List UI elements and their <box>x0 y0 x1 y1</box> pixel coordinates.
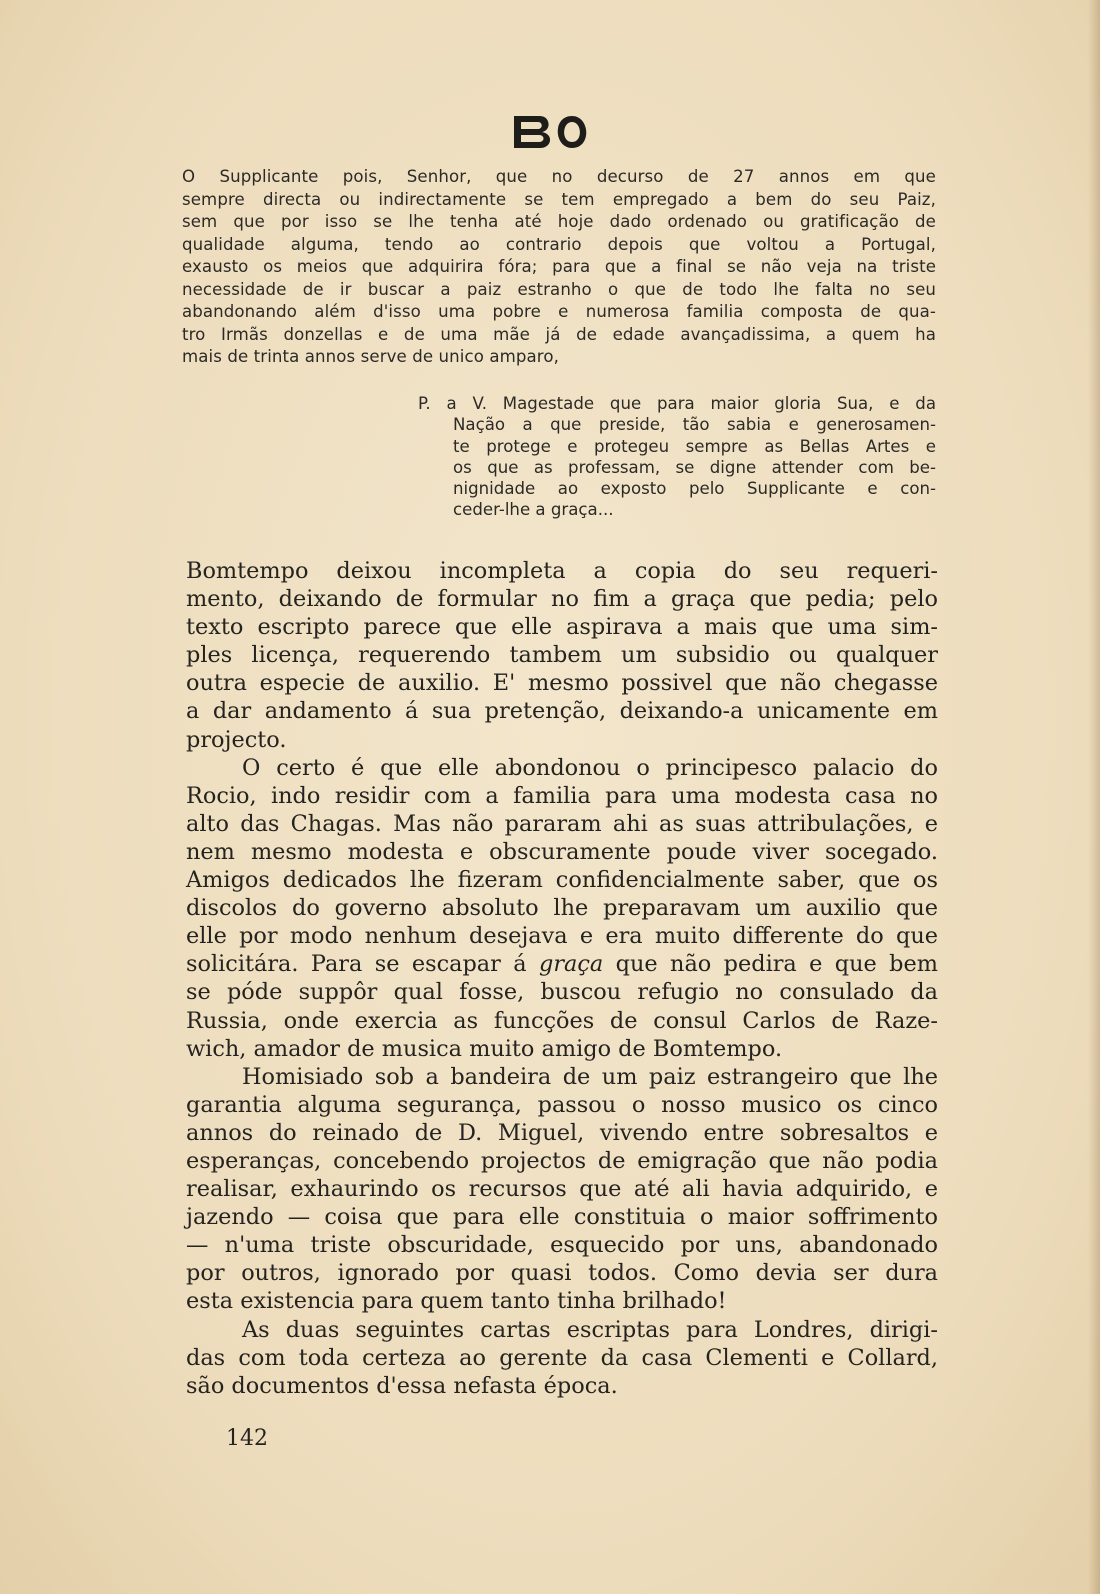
text-line: wich, amador de musica muito amigo de Bomtempo. <box>186 1035 783 1062</box>
text-line: nem mesmo modesta e obscuramente poude viver socegado. <box>186 838 938 865</box>
text-line: texto escripto parece que elle aspirava a mais que uma sim- <box>186 614 938 641</box>
text-line: os que as professam, se digne attender com be- <box>453 457 936 477</box>
main-body-text <box>186 557 938 1400</box>
text-line: As duas seguintes cartas escriptas para Londres, dirigi- <box>242 1316 938 1343</box>
text-line: ceder-lhe a graça... <box>453 500 614 520</box>
text-line: solicitára. Para se escapar á graça que não pedira e que bem <box>186 951 938 978</box>
text-line: ples licença, requerendo tambem um subsidio ou qualquer <box>186 642 938 669</box>
text-line: Bomtempo deixou incompleta a copia do seu requeri- <box>186 558 938 584</box>
bo-monogram-logo <box>510 112 594 152</box>
text-line: mais de trinta annos serve de unico amparo, <box>182 347 559 366</box>
text-line: nignidade ao exposto pelo Supplicante e con- <box>453 479 936 499</box>
text-line: esperanças, concebendo projectos de emigração que não podia <box>186 1147 938 1174</box>
text-line: tro Irmãs donzellas e de uma mãe já de edade avançadissima, a quem ha <box>182 324 936 344</box>
text-line: P. a V. Magestade que para maior gloria Sua, e da <box>418 394 936 413</box>
petition-closing <box>418 393 936 521</box>
text-line: Amigos dedicados lhe fizeram confidencialmente saber, que os <box>186 867 938 894</box>
petition-paragraph <box>182 166 936 369</box>
text-line: sem que por isso se lhe tenha até hoje dado ordenado ou gratificação de <box>182 212 936 231</box>
text-line: garantia alguma segurança, passou o nosso musico os cinco <box>186 1091 938 1118</box>
emphasis-text: graça <box>538 951 604 978</box>
text-line: outra especie de auxilio. E' mesmo possivel que não chegasse <box>186 670 938 697</box>
text-line: se póde suppôr qual fosse, buscou refugio no consulado da <box>186 979 938 1006</box>
text-line: exausto os meios que adquirira fóra; para que a final se não veja na triste <box>182 257 936 276</box>
text-line: por outros, ignorado por quasi todos. Como devia ser dura <box>186 1260 938 1287</box>
text-line: Rocio, indo residir com a familia para uma modesta casa no <box>186 782 938 809</box>
text-line: elle por modo nenhum desejava e era muito differente do que <box>186 923 938 950</box>
text-line: abandonando além d'isso uma pobre e numerosa familia composta de qua- <box>182 302 936 321</box>
text-line: necessidade de ir buscar a paiz estranho o que de todo lhe falta no seu <box>182 279 936 299</box>
text-line: Nação a que preside, tão sabia e generosamen- <box>453 415 936 435</box>
text-line: O certo é que elle abondonou o principesco palacio do <box>242 754 938 781</box>
text-line: a dar andamento á sua pretenção, deixando-a unicamente em <box>186 698 938 725</box>
text-line: das com toda certeza ao gerente da casa Clementi e Collard, <box>186 1344 938 1371</box>
text-line: esta existencia para quem tanto tinha brilhado! <box>186 1288 727 1315</box>
text-line: projecto. <box>186 726 287 753</box>
text-line: mento, deixando de formular no fim a graça que pedia; pelo <box>186 586 938 613</box>
text-line: O Supplicante pois, Senhor, que no decurso de 27 annos em que <box>182 167 936 186</box>
text-line: jazendo — coisa que para elle constituia o maior soffrimento <box>186 1204 938 1231</box>
text-line: annos do reinado de D. Miguel, vivendo entre sobresaltos e <box>186 1119 938 1146</box>
text-line: são documentos d'essa nefasta época. <box>186 1372 618 1399</box>
text-line: alto das Chagas. Mas não pararam ahi as suas attribulações, e <box>186 810 938 837</box>
text-line: Russia, onde exercia as funcções de consul Carlos de Raze- <box>186 1007 938 1034</box>
text-line: te protege e protegeu sempre as Bellas Artes e <box>453 436 936 456</box>
text-line: discolos do governo absoluto lhe preparavam um auxilio que <box>186 895 938 922</box>
page-number: 142 <box>226 1426 268 1451</box>
text-line: qualidade alguma, tendo ao contrario depois que voltou a Portugal, <box>182 234 936 254</box>
text-line: realisar, exhaurindo os recursos que até ali havia adquirido, e <box>186 1176 938 1203</box>
text-line: Homisiado sob a bandeira de um paiz estrangeiro que lhe <box>242 1063 938 1090</box>
page-edge-shadow <box>1088 0 1100 1594</box>
text-line: sempre directa ou indirectamente se tem empregado a bem do seu Paiz, <box>182 189 936 209</box>
text-line: — n'uma triste obscuridade, esquecido por uns, abandonado <box>186 1232 938 1259</box>
